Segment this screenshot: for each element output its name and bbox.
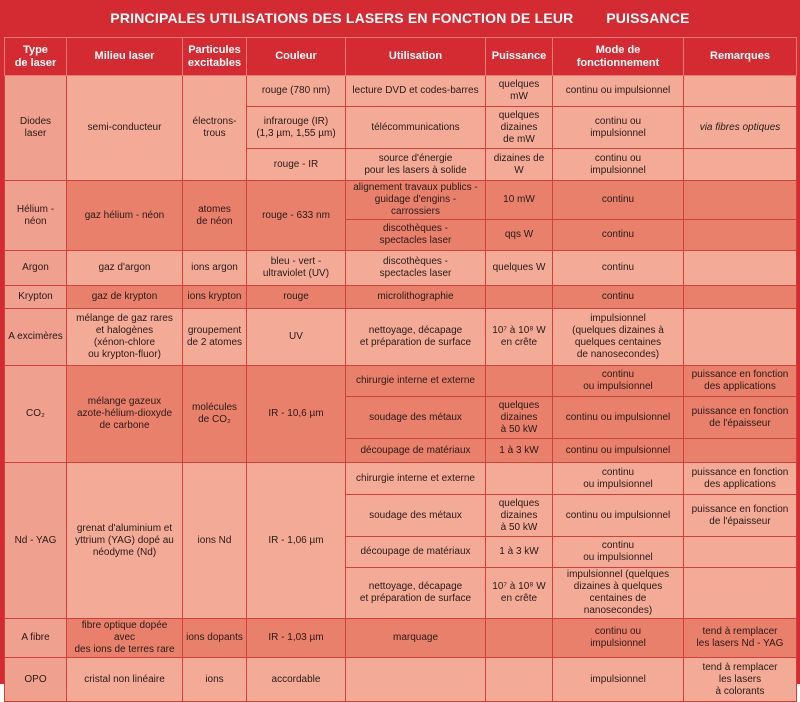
cell-couleur: rouge - 633 nm	[247, 181, 346, 251]
cell-mode: continu ou impulsionnel	[553, 495, 684, 537]
cell-utilisation: nettoyage, décapage et préparation de surface	[346, 309, 486, 366]
cell-mode: continu ou impulsionnel	[553, 619, 684, 658]
cell-puissance: qqs W	[486, 220, 553, 251]
cell-couleur: bleu - vert - ultraviolet (UV)	[247, 251, 346, 286]
cell-puissance: 1 à 3 kW	[486, 439, 553, 463]
cell-particules: atomes de néon	[183, 181, 247, 251]
cell-utilisation: source d'énergie pour les lasers à solide	[346, 149, 486, 181]
table-row	[5, 658, 797, 702]
cell-puissance: 1 à 3 kW	[486, 537, 553, 568]
cell-couleur: accordable	[247, 658, 346, 702]
cell-type: Hélium - néon	[5, 181, 67, 251]
cell-mode: continu	[553, 220, 684, 251]
cell-utilisation: alignement travaux publics - guidage d'engins - carrossiers	[346, 181, 486, 220]
table-row	[5, 463, 797, 495]
cell-remarques	[684, 251, 797, 286]
cell-utilisation: chirurgie interne et externe	[346, 366, 486, 397]
cell-milieu: mélange gazeux azote-hélium-dioxyde de carbone	[67, 366, 183, 463]
cell-remarques	[684, 439, 797, 463]
cell-mode: continu ou impulsionnel	[553, 149, 684, 181]
cell-mode: continu ou impulsionnel	[553, 107, 684, 149]
table-title: PRINCIPALES UTILISATIONS DES LASERS EN FONCTION DE LEUR PUISSANCE	[110, 10, 690, 26]
cell-utilisation: soudage des métaux	[346, 397, 486, 439]
cell-type: A excimères	[5, 309, 67, 366]
cell-particules: ions	[183, 658, 247, 702]
cell-mode: impulsionnel (quelques dizaines à quelques centaines de nanosecondes)	[553, 568, 684, 619]
cell-remarques	[684, 149, 797, 181]
cell-puissance	[486, 463, 553, 495]
cell-couleur: infrarouge (IR) (1,3 µm, 1,55 µm)	[247, 107, 346, 149]
cell-type: A fibre	[5, 619, 67, 658]
cell-couleur: rouge (780 nm)	[247, 76, 346, 107]
cell-milieu: fibre optique dopée avec des ions de terres rare	[67, 619, 183, 658]
cell-particules: électrons- trous	[183, 76, 247, 181]
cell-utilisation: télécommunications	[346, 107, 486, 149]
cell-type: CO₂	[5, 366, 67, 463]
cell-puissance	[486, 619, 553, 658]
cell-couleur: IR - 1,03 µm	[247, 619, 346, 658]
cell-remarques: puissance en fonction de l'épaisseur	[684, 397, 797, 439]
header-puissance: Puissance	[486, 38, 553, 76]
cell-couleur: IR - 1,06 µm	[247, 463, 346, 619]
cell-milieu: gaz d'argon	[67, 251, 183, 286]
cell-mode: impulsionnel	[553, 658, 684, 702]
cell-milieu: semi-conducteur	[67, 76, 183, 181]
cell-milieu: gaz hélium - néon	[67, 181, 183, 251]
table-row	[5, 619, 797, 658]
header-row	[5, 38, 797, 76]
cell-puissance: quelques dizaines à 50 kW	[486, 495, 553, 537]
table-row	[5, 366, 797, 397]
cell-utilisation: discothèques - spectacles laser	[346, 220, 486, 251]
cell-utilisation: découpage de matériaux	[346, 537, 486, 568]
cell-remarques	[684, 309, 797, 366]
cell-milieu: grenat d'aluminium et yttrium (YAG) dopé au néodyme (Nd)	[67, 463, 183, 619]
cell-particules: ions krypton	[183, 286, 247, 309]
cell-puissance: quelques dizaines de mW	[486, 107, 553, 149]
cell-puissance: 10 mW	[486, 181, 553, 220]
cell-couleur: rouge	[247, 286, 346, 309]
lasers-table	[4, 37, 797, 702]
table-row	[5, 76, 797, 107]
cell-remarques	[684, 220, 797, 251]
cell-mode: continu	[553, 181, 684, 220]
cell-utilisation: chirurgie interne et externe	[346, 463, 486, 495]
cell-particules: ions dopants	[183, 619, 247, 658]
cell-remarques	[684, 537, 797, 568]
cell-puissance: quelques dizaines à 50 kW	[486, 397, 553, 439]
cell-puissance	[486, 366, 553, 397]
cell-remarques: via fibres optiques	[684, 107, 797, 149]
cell-puissance: quelques mW	[486, 76, 553, 107]
cell-couleur: UV	[247, 309, 346, 366]
header-type: Type de laser	[5, 38, 67, 76]
table-row	[5, 251, 797, 286]
cell-remarques: tend à remplacer les lasers à colorants	[684, 658, 797, 702]
cell-couleur: rouge - IR	[247, 149, 346, 181]
cell-mode: continu ou impulsionnel	[553, 76, 684, 107]
cell-mode: continu ou impulsionnel	[553, 463, 684, 495]
header-particules: Particules excitables	[183, 38, 247, 76]
cell-particules: molécules de CO₂	[183, 366, 247, 463]
cell-remarques	[684, 568, 797, 619]
header-couleur: Couleur	[247, 38, 346, 76]
cell-remarques	[684, 181, 797, 220]
cell-type: Diodes laser	[5, 76, 67, 181]
cell-puissance: 10⁷ à 10⁸ W en crête	[486, 309, 553, 366]
cell-particules: ions Nd	[183, 463, 247, 619]
cell-mode: continu ou impulsionnel	[553, 397, 684, 439]
header-mode: Mode de fonctionnement	[553, 38, 684, 76]
cell-utilisation: soudage des métaux	[346, 495, 486, 537]
cell-remarques: puissance en fonction des applications	[684, 366, 797, 397]
cell-puissance	[486, 658, 553, 702]
table-row	[5, 309, 797, 366]
cell-utilisation: marquage	[346, 619, 486, 658]
cell-mode: continu ou impulsionnel	[553, 366, 684, 397]
cell-utilisation	[346, 658, 486, 702]
header-utilisation: Utilisation	[346, 38, 486, 76]
cell-type: Krypton	[5, 286, 67, 309]
cell-milieu: cristal non linéaire	[67, 658, 183, 702]
cell-mode: impulsionnel (quelques dizaines à quelques centaines de nanosecondes)	[553, 309, 684, 366]
table-row	[5, 181, 797, 220]
cell-utilisation: nettoyage, décapage et préparation de surface	[346, 568, 486, 619]
table-row	[5, 286, 797, 309]
header-milieu: Milieu laser	[67, 38, 183, 76]
cell-remarques: puissance en fonction des applications	[684, 463, 797, 495]
cell-utilisation: discothèques - spectacles laser	[346, 251, 486, 286]
cell-utilisation: lecture DVD et codes-barres	[346, 76, 486, 107]
cell-remarques	[684, 286, 797, 309]
cell-remarques: puissance en fonction de l'épaisseur	[684, 495, 797, 537]
cell-mode: continu ou impulsionnel	[553, 439, 684, 463]
cell-type: Argon	[5, 251, 67, 286]
cell-puissance	[486, 286, 553, 309]
cell-mode: continu	[553, 286, 684, 309]
cell-mode: continu	[553, 251, 684, 286]
cell-mode: continu ou impulsionnel	[553, 537, 684, 568]
header-remarques: Remarques	[684, 38, 797, 76]
cell-milieu: mélange de gaz rares et halogènes (xénon-chlore ou krypton-fluor)	[67, 309, 183, 366]
cell-puissance: 10⁷ à 10⁸ W en crête	[486, 568, 553, 619]
cell-utilisation: microlithographie	[346, 286, 486, 309]
cell-puissance: quelques W	[486, 251, 553, 286]
cell-milieu: gaz de krypton	[67, 286, 183, 309]
cell-puissance: dizaines de W	[486, 149, 553, 181]
cell-couleur: IR - 10,6 µm	[247, 366, 346, 463]
cell-type: OPO	[5, 658, 67, 702]
cell-type: Nd - YAG	[5, 463, 67, 619]
cell-remarques: tend à remplacer les lasers Nd - YAG	[684, 619, 797, 658]
cell-particules: groupement de 2 atomes	[183, 309, 247, 366]
cell-particules: ions argon	[183, 251, 247, 286]
cell-remarques	[684, 76, 797, 107]
cell-utilisation: découpage de matériaux	[346, 439, 486, 463]
